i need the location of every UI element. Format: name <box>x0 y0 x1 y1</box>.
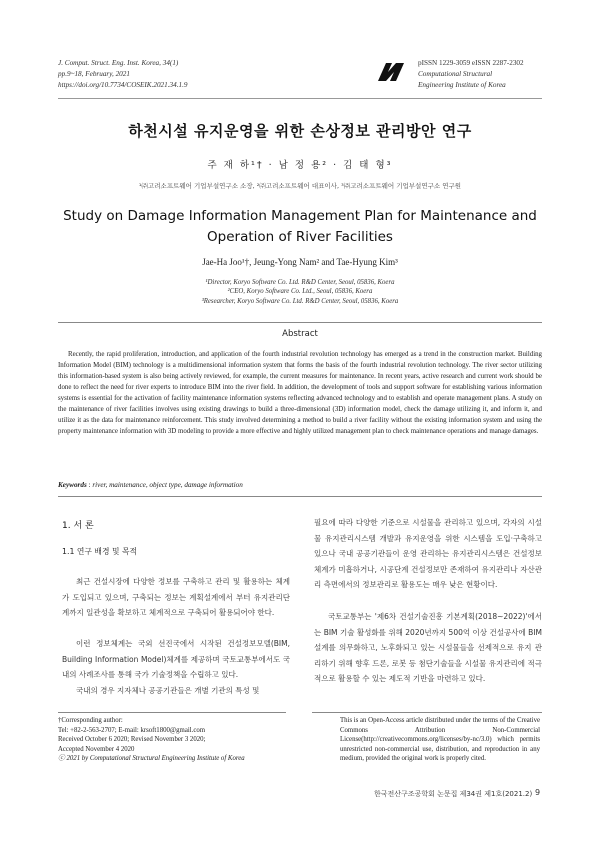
issn-line: pISSN 1229-3059 eISSN 2287-2302 <box>418 59 524 67</box>
copyright-line: ⓒ 2021 by Computational Structural Engineering Institute of Korea <box>58 755 245 762</box>
body-paragraph: 필요에 따라 다양한 기준으로 시설물을 관리하고 있으며, 각자의 시설물 유지관리시스템 개발과 유지운영을 위한 시스템을 도입·구축하고 있으나 국내 공공기관들이 운영 관리하는 유지관리시스템은 건설정보체계가 미흡하거나, 시공단계 건설정보만 존재하여 유지관리나 자산관리 측면에서의 정보관리로 활용도는 매우 낮은 현황이다. <box>314 518 542 589</box>
body-paragraph: 최근 건설시장에 다양한 정보를 구축하고 관리 및 활용하는 체계가 도입되고 있으며, 구축되는 정보는 계획설계에서 부터 유지관리단계까지 일관성을 확보하고 체계적으로 구축되어 활용되어야 한다. <box>62 577 290 617</box>
footer-journal: 한국전산구조공학회 논문집 제34권 제1호(2021.2) <box>374 790 533 798</box>
body-paragraph: 국내의 경우 지자체나 공공기관들은 개별 기관의 특성 및 <box>76 686 260 695</box>
abstract-bottom-divider <box>58 496 542 497</box>
affiliation-line: ¹Director, Koryo Software Co. Ltd. R&D Center, Seoul, 05836, Koera <box>205 279 395 286</box>
keywords <box>58 481 542 489</box>
keywords-label: Keywords <box>58 481 87 489</box>
doi-link[interactable]: https://doi.org/10.7734/COSEIK.2021.34.1.9 <box>58 81 188 89</box>
footnote-line: Accepted November 4 2020 <box>58 745 135 753</box>
issn-block <box>418 58 524 91</box>
correspondence-footnote <box>58 716 298 764</box>
section-heading: 1. 서 론 <box>62 521 94 531</box>
authors-korean: 주 재 하¹† · 남 정 용² · 김 태 형³ <box>207 160 393 171</box>
title-english-line: Study on Damage Information Management Plan for Maintenance and <box>63 208 537 224</box>
coseik-logo-icon <box>376 61 406 83</box>
affiliations-korean: ¹㈜고려소프트웨어 기업부설연구소 소장, ²㈜고려소프트웨어 대표이사, ³㈜고려소프트웨어 기업부설연구소 연구원 <box>138 182 462 190</box>
journal-citation <box>58 58 188 91</box>
footnote-line: †Corresponding author: <box>58 717 123 724</box>
journal-line: J. Comput. Struct. Eng. Inst. Korea, 34(1) <box>58 59 179 67</box>
page-number: 9 <box>535 788 541 797</box>
footnote-divider <box>58 712 286 713</box>
abstract-heading: Abstract <box>282 329 318 339</box>
publisher-line: Computational Structural <box>418 70 493 78</box>
title-english-line: Operation of River Facilities <box>207 229 393 245</box>
header-divider <box>58 98 542 99</box>
keywords-separator: : <box>88 481 93 489</box>
title-korean: 하천시설 유지운영을 위한 손상정보 관리방안 연구 <box>128 122 472 140</box>
keywords-text: river, maintenance, object type, damage information <box>92 481 243 489</box>
body-paragraph: 이런 정보체계는 국외 선진국에서 시작된 건설정보모델(BIM, Building Information Model)체계를 제공하며 국토교통부에서도 국내의 사례조사를 통해 국가 기술정책을 수립하고 있다. <box>62 639 290 679</box>
body-paragraph: 국토교통부는 '제6차 건설기술진흥 기본계획(2018~2022)'에서는 BIM 기술 활성화를 위해 2020년까지 500억 이상 건설공사에 BIM 설계를 의무화하고, 노후화되고 있는 시설물들을 선제적으로 유지 관리하기 위해 향후 드론, 로봇 등 첨단기술들을 시설물 유지관리에 적극적으로 활용할 수 있는 제도적 기반을 마련하고 있다. <box>314 612 542 683</box>
footnote-line: Received October 6 2020; Revised November 3 2020; <box>58 736 206 743</box>
authors-english: Jae-Ha Joo¹†, Jeung-Yong Nam² and Tae-Hyung Kim³ <box>202 257 398 267</box>
subsection-heading: 1.1 연구 배경 및 목적 <box>62 547 138 556</box>
footnote-divider <box>312 712 542 713</box>
footnote-line: Tel: +82-2-563-2707; E-mail: krsoft1800@gmail.com <box>58 726 206 734</box>
affiliations-english <box>0 278 600 306</box>
abstract-text: Recently, the rapid proliferation, introduction, and application of the fourth industrial revolution technology has emerged as a trend in the construction market. Building Information Model (BIM) technology is a multidimensional information system that forms the basis of the fourth industrial revolution technology. The river sector utilizing this information-based system is also being actively reviewed, for example, the current measures for maintenance. In recent years, active research and current work should be done to reflect the need for river experts to introduce BIM into the river field. In addition, the development of tools and support software for establishing various information systems is essential for the activation of facility maintenance information systems reflecting advanced technology and to establish and operate management plans. A study on the maintenance of river facilities involves using existing drawings to build a three-dimensional (3D) information model, check the damage utilizing it, and inform it, and utilize it as the data for maintenance reinforcement. This study involved determining a method to build a river facility without the existing information system and using the property maintenance information with 3D modeling to provide a more effective and highly utilized management plan to check maintenance operations and manage damages. <box>58 351 542 435</box>
publisher-line: Engineering Institute of Korea <box>418 81 506 89</box>
license-footnote: This is an Open-Access article distributed under the terms of the Creative Commons Attribution Non-Commercial License(http://creativecommons.org/licenses/by-nc/3.0) which permits unrestricted non-commercial use, distribution, and reproduction in any medium, provided the original work is properly cited. <box>340 717 540 762</box>
journal-line: pp.9~18, February, 2021 <box>58 70 130 78</box>
abstract-top-divider <box>58 322 542 323</box>
affiliation-line: ³Researcher, Koryo Software Co. Ltd. R&D Center, Seoul, 05836, Koera <box>201 297 399 305</box>
affiliation-line: ²CEO, Koryo Software Co. Ltd., Seoul, 05836, Koera <box>227 288 373 296</box>
title-english <box>0 206 600 248</box>
